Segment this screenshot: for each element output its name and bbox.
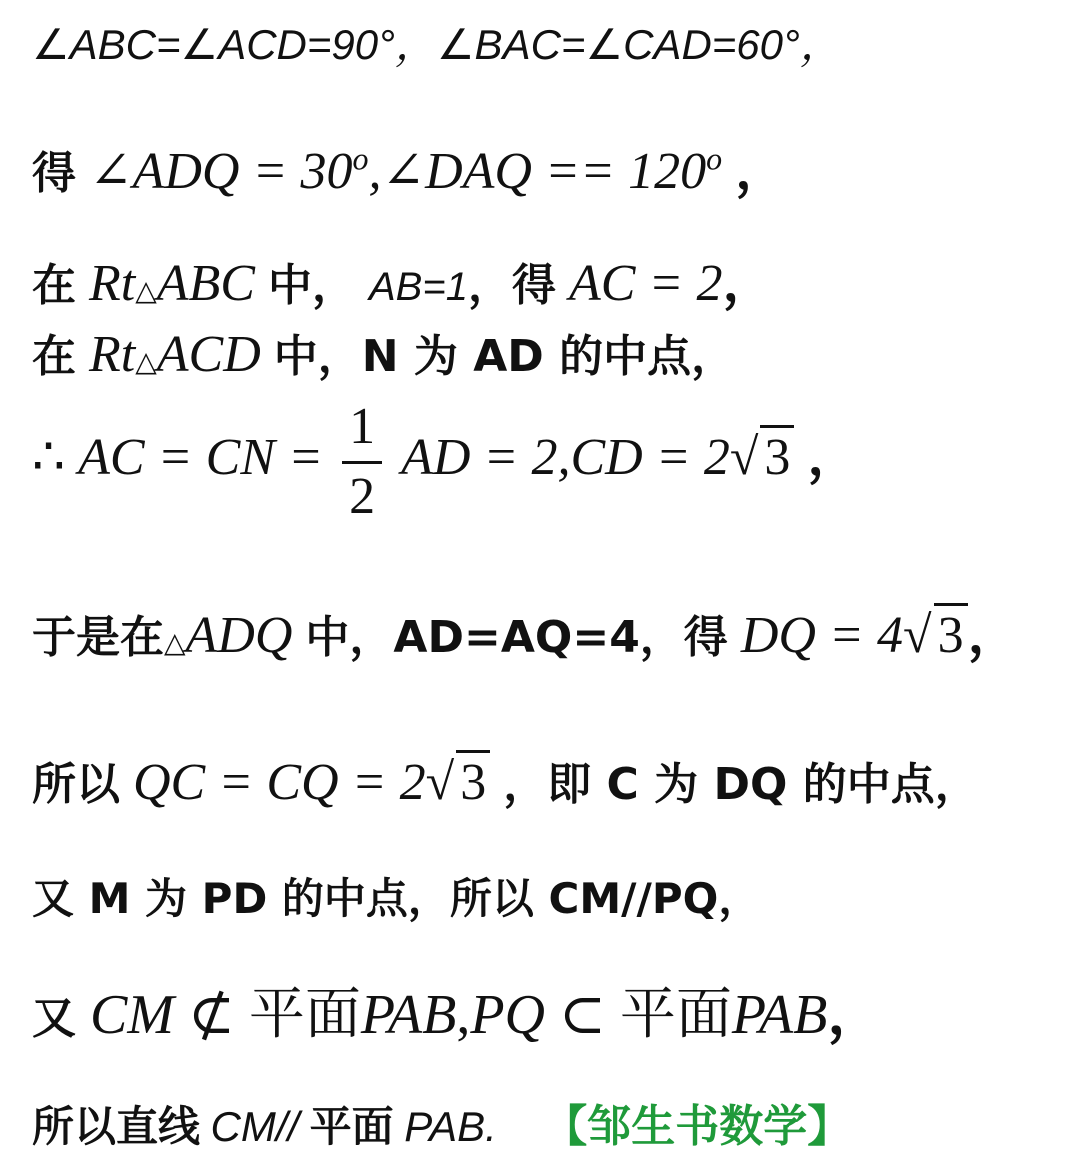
comma-sep: , [456,984,471,1046]
line-plane-relation [32,970,883,1050]
midpoint-text: 中，N 为 AD 的中点， [273,331,736,382]
c-midpoint-text: ，即 C 为 DQ 的中点， [503,759,979,810]
triangle-icon: △ [135,347,157,378]
you-label: 又 [32,993,76,1044]
comma: ， [807,427,860,488]
zai-label: 在 [32,331,76,382]
adq-label: ADQ [185,607,293,664]
rt-label: Rt [89,326,136,383]
acd-label: ACD [156,326,261,383]
zhong-label: 中， [267,260,356,311]
dq-expr: DQ = 4 [740,607,904,664]
pab-label-1: PAB [360,984,457,1046]
degree-sup-2: o [706,140,723,177]
line-angle-result [32,128,787,203]
line-qc-cq [32,748,979,812]
brand-watermark: 【邹生书数学】 [543,1101,852,1152]
pab-label: PAB. [404,1103,497,1150]
de-label: 得 [32,148,76,199]
line-rt-abc [32,240,775,315]
zai-label: 在 [32,260,76,311]
line-m-midpoint [32,866,760,926]
subset-icon: ⊂ [558,984,606,1046]
sqrt-radicand: 3 [934,603,968,665]
ac-expr: AC = 2 [568,255,723,312]
ad-aq-text: 中，AD=AQ=4，得 [305,612,728,663]
plane-label-2: 平面 [619,984,732,1046]
pq-label: PQ [470,984,545,1046]
angle-daq-expr: ,∠DAQ == 120 [368,143,707,200]
cm-label: CM [90,984,174,1046]
line-angle-given [32,12,842,72]
angle-adq-expr: ∠ADQ = 30 [89,143,353,200]
sqrt-icon: √ [425,754,455,811]
comma: ， [735,141,788,201]
line-rt-acd [32,320,735,384]
angle-given-text: ∠ABC=∠ACD=90°，∠BAC=∠CAD=60°， [32,21,842,68]
ad-cd-expr: AD = 2,CD = 2 [401,429,730,487]
line-conclusion [32,1090,851,1154]
plane-label: 平面 [309,1102,394,1151]
m-midpoint-text: 又 M 为 PD 的中点，所以 CM//PQ， [32,874,761,923]
cm-parallel-label: CM// [210,1103,300,1150]
triangle-icon: △ [164,628,186,659]
ac-cn-expr: AC = CN = [78,429,324,487]
suoyi-label: 所以 [32,759,120,810]
sqrt-icon: √ [903,607,932,664]
qc-cq-expr: QC = CQ = 2 [133,754,426,811]
sqrt-radicand: 3 [456,750,490,812]
rt-label: Rt [89,255,136,312]
fraction-half [342,400,382,524]
therefore-icon: ∴ [32,429,66,487]
abc-label: ABC [156,255,255,312]
de-label-2: ，得 [467,260,556,311]
sqrt-icon: √ [729,429,759,487]
comma: ， [722,253,775,313]
comma: ， [967,605,1020,665]
suoyi-zhixian-label: 所以直线 [32,1102,201,1151]
comma: ， [827,982,884,1047]
plane-label-1: 平面 [248,984,361,1046]
fraction-numerator: 1 [349,398,376,455]
line-therefore [32,400,859,524]
fraction-bar [342,461,382,464]
sqrt-radicand: 3 [760,425,794,487]
not-subset-icon: ⊄ [188,984,235,1046]
ab-value: AB=1 [368,265,468,309]
triangle-icon: △ [135,276,157,307]
line-triangle-adq [32,592,1020,667]
pab-label-2: PAB [731,984,828,1046]
fraction-denominator: 2 [349,467,376,525]
yushi-label: 于是在 [32,612,164,663]
degree-sup-1: o [352,140,369,177]
